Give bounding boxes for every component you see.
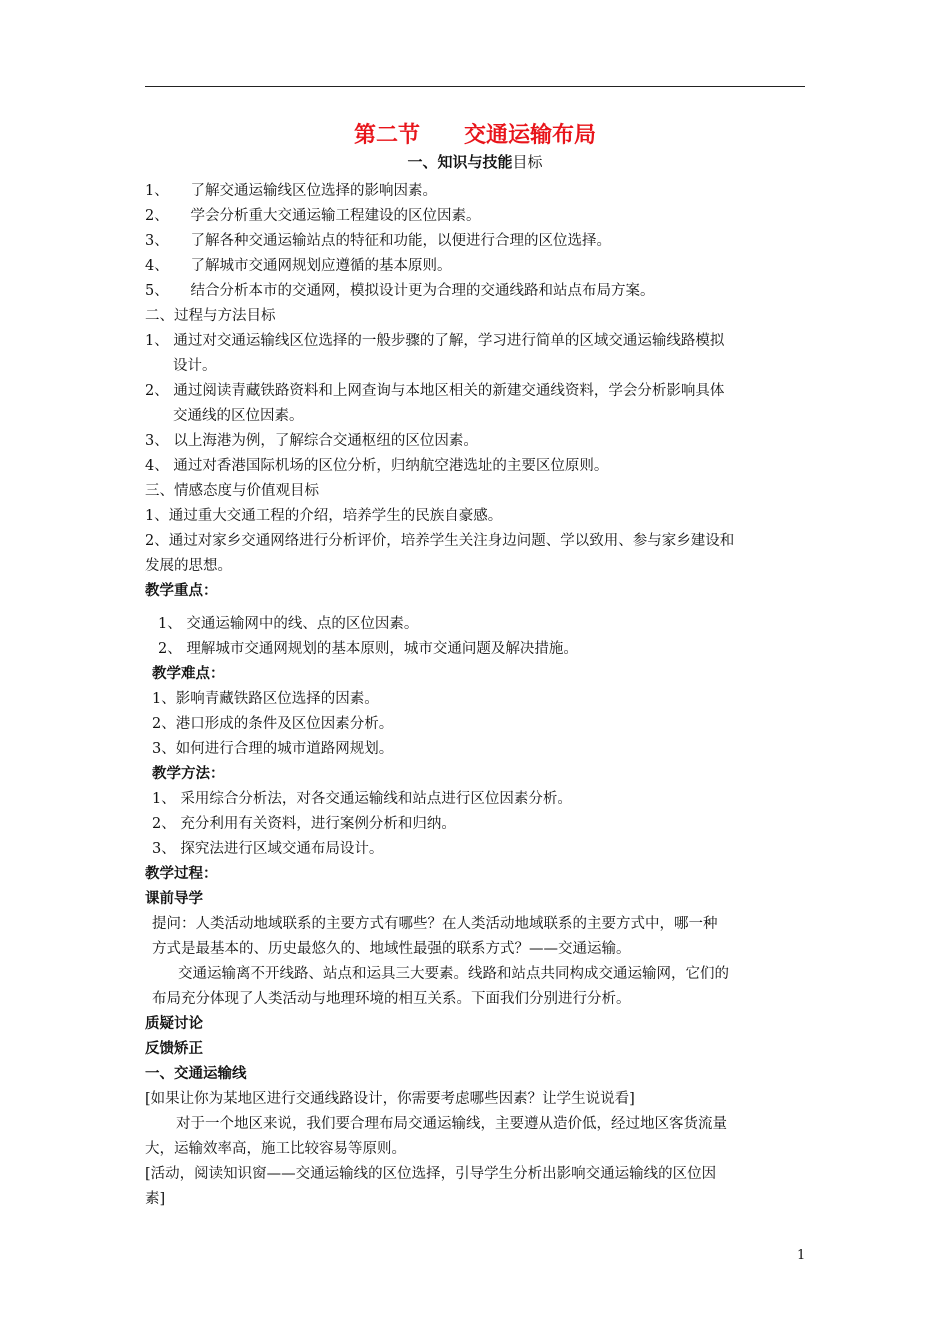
section-heading-bold: 一、知识与技能 (407, 153, 513, 171)
text-line: 方式是最基本的、历史最悠久的、地域性最强的联系方式？——交通运输。 (152, 941, 631, 957)
text-line: 提问：人类活动地域联系的主要方式有哪些？在人类活动地域联系的主要方式中，哪一种 (152, 916, 718, 932)
page-number: 1 (797, 1248, 806, 1263)
text-line: 设计。 (173, 358, 217, 374)
text-line: 素] (145, 1191, 166, 1207)
section-heading-line: 教学重点： (145, 583, 218, 599)
text-line: 3、 探究法进行区域交通布局设计。 (152, 841, 384, 857)
text-line: 2、 通过阅读青藏铁路资料和上网查询与本地区相关的新建交通线资料，学会分析影响具体 (145, 383, 725, 399)
text-line: 2、港口形成的条件及区位因素分析。 (152, 716, 394, 732)
text-line: [如果让你为某地区进行交通线路设计，你需要考虑哪些因素？让学生说说看] (145, 1091, 635, 1107)
text-line: 2、 理解城市交通网规划的基本原则，城市交通问题及解决措施。 (158, 641, 578, 657)
text-line: 1、 了解交通运输线区位选择的影响因素。 (145, 183, 437, 199)
section-heading (0, 152, 950, 172)
text-line: 4、 通过对香港国际机场的区位分析，归纳航空港选址的主要区位原则。 (145, 458, 609, 474)
page-title (0, 122, 950, 150)
text-line: 3、 了解各种交通运输站点的特征和功能，以便进行合理的区位选择。 (145, 233, 611, 249)
header-rule (145, 86, 805, 87)
text-line: 4、 了解城市交通网规划应遵循的基本原则。 (145, 258, 452, 274)
text-line: 2、 学会分析重大交通运输工程建设的区位因素。 (145, 208, 481, 224)
text-line: 大，运输效率高，施工比较容易等原则。 (145, 1141, 406, 1157)
text-line: 对于一个地区来说，我们要合理布局交通运输线，主要遵从造价低，经过地区客货流量 (176, 1116, 727, 1132)
text-line: 5、 结合分析本市的交通网，模拟设计更为合理的交通线路和站点布局方案。 (145, 283, 655, 299)
text-line: 二、过程与方法目标 (145, 308, 276, 324)
section-heading-rest: 目标 (512, 153, 543, 171)
text-line: 三、情感态度与价值观目标 (145, 483, 319, 499)
text-line: 布局充分体现了人类活动与地理环境的相互关系。下面我们分别进行分析。 (152, 991, 631, 1007)
section-heading-line: 一、交通运输线 (145, 1066, 247, 1082)
text-line: 发展的思想。 (145, 558, 232, 574)
section-heading-line: 教学难点： (152, 666, 225, 682)
text-line: 1、通过重大交通工程的介绍，培养学生的民族自豪感。 (145, 508, 503, 524)
text-line: 交通线的区位因素。 (173, 408, 304, 424)
text-line: 1、 通过对交通运输线区位选择的一般步骤的了解，学习进行简单的区域交通运输线路模拟 (145, 333, 725, 349)
section-heading-line: 课前导学 (145, 891, 203, 907)
text-line: 3、 以上海港为例，了解综合交通枢纽的区位因素。 (145, 433, 478, 449)
text-line: 1、影响青藏铁路区位选择的因素。 (152, 691, 379, 707)
section-heading-line: 教学方法： (152, 766, 225, 782)
text-line: 交通运输离不开线路、站点和运具三大要素。线路和站点共同构成交通运输网，它们的 (178, 966, 729, 982)
text-line: 2、通过对家乡交通网络进行分析评价，培养学生关注身边问题、学以致用、参与家乡建设和 (145, 533, 735, 549)
title-section: 第二节 (353, 123, 420, 148)
text-line: 2、 充分利用有关资料，进行案例分析和归纳。 (152, 816, 456, 832)
section-heading-line: 教学过程： (145, 866, 218, 882)
text-line: 1、 采用综合分析法，对各交通运输线和站点进行区位因素分析。 (152, 791, 572, 807)
text-line: 1、 交通运输网中的线、点的区位因素。 (158, 616, 419, 632)
section-heading-line: 反馈矫正 (145, 1041, 203, 1057)
title-topic: 交通运输布局 (464, 123, 597, 148)
text-line: [活动，阅读知识窗——交通运输线的区位选择，引导学生分析出影响交通运输线的区位因 (145, 1166, 717, 1182)
section-heading-line: 质疑讨论 (145, 1016, 203, 1032)
text-line: 3、如何进行合理的城市道路网规划。 (152, 741, 394, 757)
